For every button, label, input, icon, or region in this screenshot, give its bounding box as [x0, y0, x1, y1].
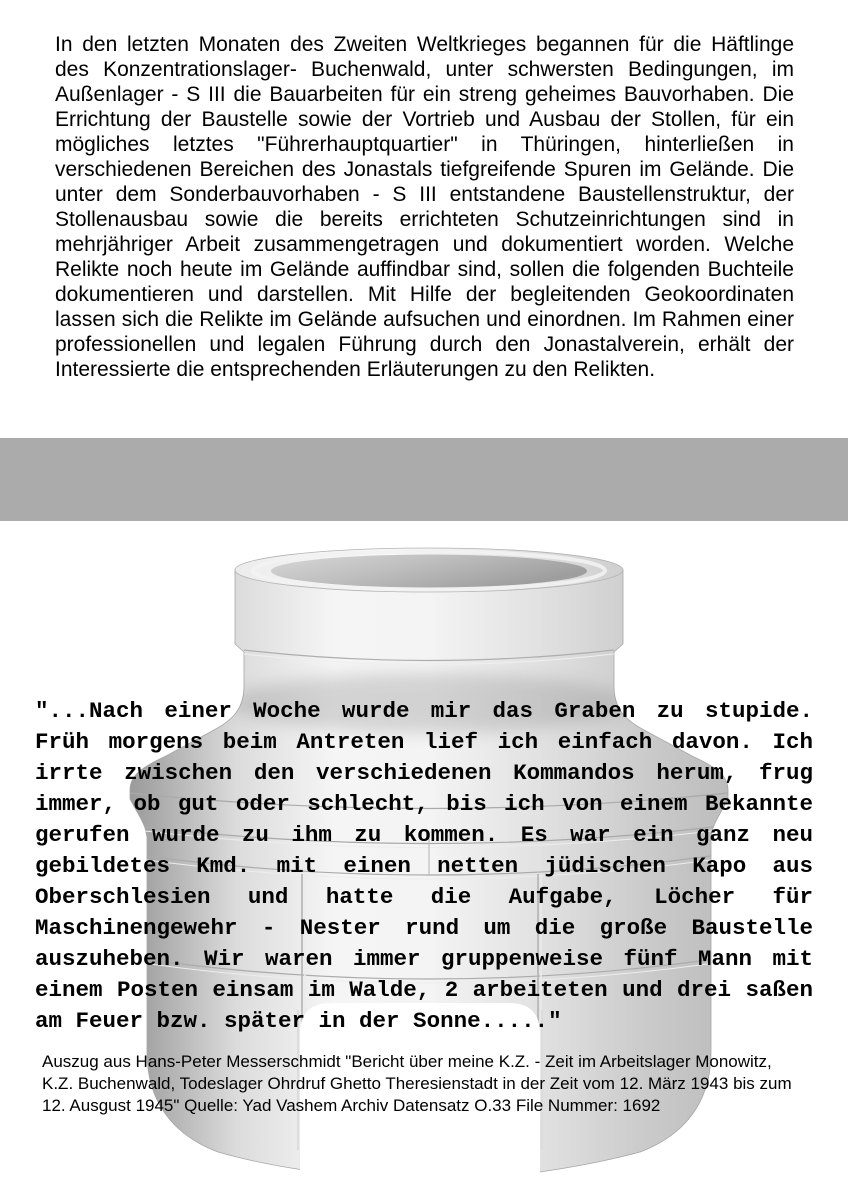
quote-line: Früh morgens beim Antreten lief ich einfach davon. Ich — [35, 729, 813, 755]
quote-line: "...Nach einer Woche wurde mir das Graben zu stupide. — [35, 698, 813, 724]
witness-quote — [35, 696, 813, 1037]
quote-line: am Feuer bzw. später in der Sonne....." — [35, 1008, 562, 1034]
source-citation — [42, 1051, 808, 1117]
shaft-opening — [271, 555, 587, 588]
quote-line: gebildetes Kmd. mit einen netten jüdischen Kapo aus — [35, 853, 813, 879]
citation-line: 12. Ausgust 1945" Quelle: Yad Vashem Archiv Datensatz O.33 File Nummer: 1692 — [42, 1096, 661, 1115]
intro-paragraph: In den letzten Monaten des Zweiten Weltkrieges begannen für die Häftlinge des Konzentrationslager- Buchenwald, unter schwersten Bedingungen, im Außenlager - S III die Bauarbeiten für ein streng geheimes Bauvorhaben. Die Errichtung der Baustelle sowie der Vortrieb und Ausbau der Stollen, für ein mögliches letztes "Führerhauptquartier" in Thüringen, hinterließen in verschiedenen Bereichen des Jonastals tiefgreifende Spuren im Gelände. Die unter dem Sonderbauvorhaben - S III entstandene Baustellenstruktur, der Stollenausbau sowie die bereits errichteten Schutzeinrichtungen sind in mehrjähriger Arbeit zusammengetragen und dokumentiert worden. Welche Relikte noch heute im Gelände auffindbar sind, sollen die folgenden Buchteile dokumentieren und darstellen. Mit Hilfe der begleitenden Geokoordinaten lassen sich die Relikte im Gelände aufsuchen und einordnen. Im Rahmen einer professionellen und legalen Führung durch den Jonastalverein, erhält der Interessierte die entsprechenden Erläuterungen zu den Relikten. — [55, 33, 794, 381]
quote-line: einem Posten einsam im Walde, 2 arbeiteten und drei saßen — [35, 977, 813, 1003]
quote-line: irrte zwischen den verschiedenen Kommandos herum, frug — [35, 760, 813, 786]
quote-line: auszuheben. Wir waren immer gruppenweise fünf Mann mit — [35, 946, 813, 972]
quote-line: Maschinengewehr - Nester rund um die große Baustelle — [35, 915, 813, 941]
divider-band — [0, 438, 848, 521]
quote-line: gerufen wurde zu ihm zu kommen. Es war ein ganz neu — [35, 822, 813, 848]
citation-line: Auszug aus Hans-Peter Messerschmidt "Bericht über meine K.Z. - Zeit im Arbeitslager Monowitz, — [42, 1052, 772, 1071]
quote-line: immer, ob gut oder schlecht, bis ich von einem Bekannte — [35, 791, 813, 817]
quote-line: Oberschlesien und hatte die Aufgabe, Löcher für — [35, 884, 813, 910]
citation-line: K.Z. Buchenwald, Todeslager Ohrdruf Ghetto Theresienstadt in der Zeit vom 12. März 1943 bis zum — [42, 1074, 792, 1093]
